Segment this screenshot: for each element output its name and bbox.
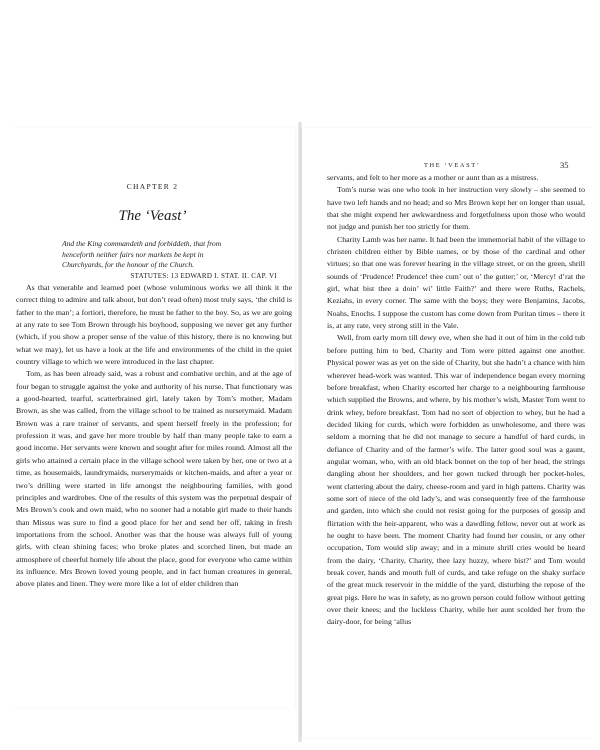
paragraph: As that venerable and learned poet (whose voluminous works we all think it the correct thing to admire and talk about, but don’t read often) most truly says, ‘the child is father to the man’; a fortiori, therefore, he must be father to the boy. So, as we are going at any rate to see Tom Brown through his boyhood, supposing we never get any further (which, if you show a proper sense of the value of this history, there is no knowing but what we may), let us have a look at the life and environments of the child in the quiet country village to which we were introduced in the last chapter. (16, 283, 292, 367)
epigraph-line: Churchyards, for the honour of the Church. (62, 260, 195, 270)
paragraph: servants, and felt to her more as a mother or aunt than as a mistress. (327, 173, 539, 182)
right-body-text (327, 172, 585, 629)
paragraph: Tom’s nurse was one who took in her instruction very slowly – she seemed to have two left hands and no head; and so Mrs Brown kept her on longer than usual, that she might expend her awkwardness and forgetfulness upon those who would not judge and punish her too strictly for them. (327, 185, 585, 232)
chapter-title: The ‘Veast’ (118, 208, 187, 224)
right-page (302, 128, 594, 738)
chapter-label: CHAPTER 2 (126, 182, 179, 191)
paragraph: Well, from early morn till dewy eve, when she had it out of him in the cold tub before putting him to bed, Charity and Tom were pitted against one another. Physical power was as yet on the side of Charity, but she hadn’t a chance with him wherever head-work was wanted. This war of independence began every morning before breakfast, when Charity escorted her charge to a neighbouring farmhouse which supplied the Browns, and where, by his mother’s wish, Master Tom went to drink whey, before breakfast. Tom had no sort of objection to whey, but he had a decided liking for curds, which were forbidden as unwholesome, and there was seldom a morning that he did not manage to secure a handful of hard curds, in defiance of Charity and of the farmer’s wife. The latter good soul was a gaunt, angular woman, who, with an old black bonnet on the top of her head, the strings dangling about her shoulders, and her gown tucked through her pocket-holes, went clattering about the dairy, cheese-room and yard in high pattens. Charity was some sort of niece of the old lady’s, and was consequently free of the farmhouse and garden, into which she could not resist going for the purposes of gossip and flirtation with the heir-apparent, who was a dawdling fellow, never out at work as he ought to have been. The moment Charity had found her cousin, or any other occupation, Tom would slip away; and in a minute shrill cries would be heard from the dairy, ‘Charity, Charity, thee lazy huzzy, where bist?’ and Tom would break cover, hands and mouth full of curds, and take refuge on the shaky surface of the great muck reservoir in the middle of the yard, disturbing the repose of the great pigs. Here he was in safety, as no grown person could follow without getting over their knees; and the luckless Charity, while her aunt scolded her from the dairy-door, for being ‘allus (327, 333, 585, 627)
paragraph: Tom, as has been already said, was a robust and combative urchin, and at the age of four began to struggle against the yoke and authority of his nurse. That functionary was a good-hearted, tearful, scatterbrained girl, lately taken by Tom’s mother, Madam Brown, as she was called, from the village school to be trained as nurserymaid. Madam Brown was a rare trainer of servants, and spent herself freely in the profession; for profession it was, and gave her more trouble by half than many people take to earn a good income. Her servants were known and sought after for miles round. Almost all the girls who attained a certain place in the village school were taken by her, one or two at a time, as housemaids, laundrymaids, nurserymaids or kitchen-maids, and after a year or two’s drilling were started in life amongst the neighbouring families, with good principles and wardrobes. One of the results of this system was the perpetual despair of Mrs Brown’s cook and own maid, who no sooner had a notable girl made to their hands than Missus was sure to find a good place for her and send her off, taking in fresh importations from the school. Another was that the house was always full of young girls, with clean shining faces; who broke plates and scorched linen, but made an atmosphere of cheerful homely life about the place, good for everyone who came within its influence. Mrs Brown loved young people, and in fact human creatures in general, above plates and linen. They were more like a lot of elder children than (16, 369, 292, 589)
paragraph: Charity Lamb was her name. It had been the immemorial habit of the village to christen children either by Bible names, or by those of the cardinal and other virtues; so that one was forever hearing in the village street, or on the green, shrill sounds of ‘Prudence! Prudence! thee cum’ out o’ the gutter;’ or, ‘Mercy! d’rat the girl, what bist thee a doin’ wi’ little Faith?’ and there were Ruths, Rachels, Keziahs, in every corner. The same with the boys; they were Benjamins, Jacobs, Noahs, Enochs. I suppose the custom has come down from Puritan times – there it is, at any rate, very strong still in the Vale. (327, 234, 585, 331)
epigraph (62, 239, 277, 281)
left-page (10, 128, 295, 708)
epigraph-source: STATUTES: 13 EDWARD I. STAT. II. CAP. VI (130, 271, 277, 280)
left-body-text (16, 282, 292, 591)
page-number: 35 (560, 160, 569, 170)
epigraph-line: And the King commandeth and forbiddeth, that from (62, 239, 222, 248)
running-head: THE ‘VEAST’ (424, 162, 481, 169)
epigraph-line: henceforth neither fairs nor markets be kept in (62, 249, 204, 259)
